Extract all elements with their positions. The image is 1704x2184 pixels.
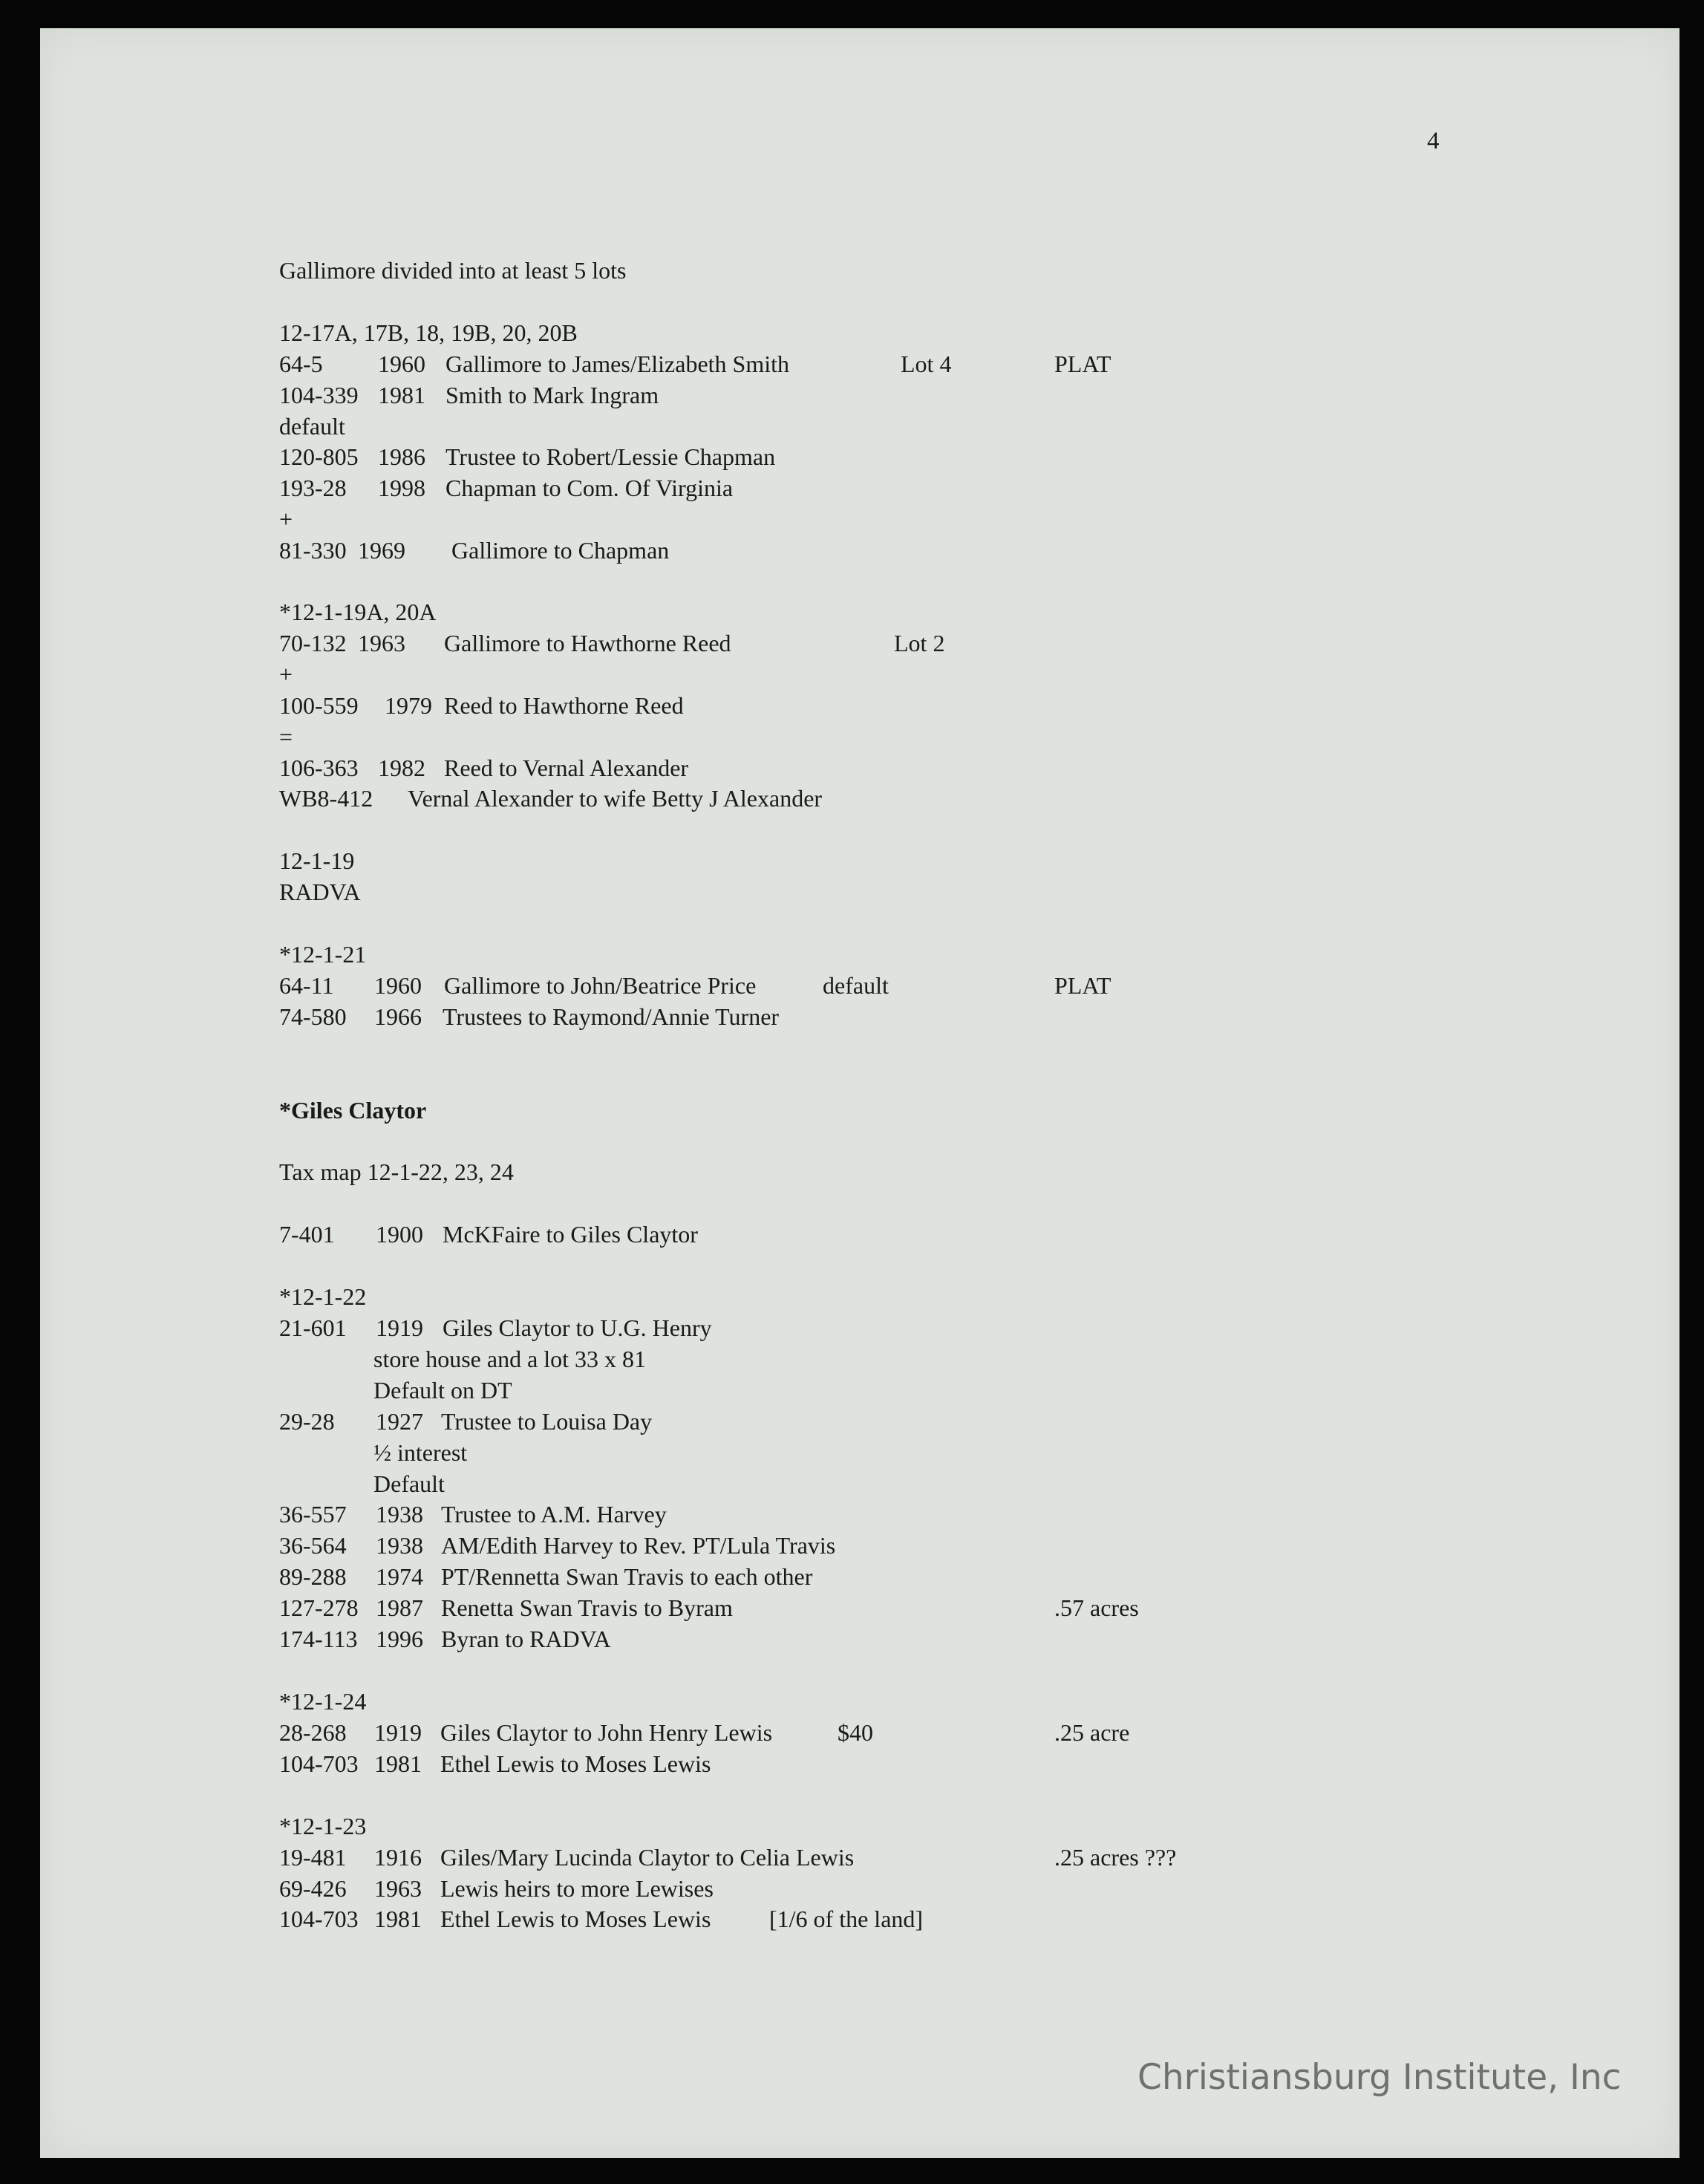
deed-desc: Giles/Mary Lucinda Claytor to Celia Lewis: [440, 1844, 855, 1871]
deed-ref: 81-330: [279, 537, 347, 564]
deed-desc: Gallimore to John/Beatrice Price: [444, 972, 757, 999]
deed-desc: Gallimore to Chapman: [451, 537, 670, 564]
deed-year: 1919: [376, 1314, 423, 1341]
deed-year: 1979: [385, 692, 432, 719]
default-note: default: [279, 413, 345, 440]
plat-note: PLAT: [1054, 351, 1111, 377]
section-heading: *Giles Claytor: [279, 1097, 427, 1124]
deed-ref: 106-363: [279, 754, 359, 781]
deed-desc: Trustee to Louisa Day: [441, 1408, 653, 1435]
deed-desc: Gallimore to James/Elizabeth Smith: [445, 351, 790, 377]
deed-desc: Trustee to Robert/Lessie Chapman: [445, 443, 776, 470]
deed-year: 1916: [374, 1844, 422, 1871]
deed-ref: 36-557: [279, 1501, 347, 1528]
plus-symbol: +: [279, 506, 293, 532]
deed-year: 1960: [378, 351, 425, 377]
deed-ref: 89-288: [279, 1563, 347, 1590]
group2-header: *12-1-19A, 20A: [279, 599, 437, 625]
deed-year: 1998: [378, 475, 425, 501]
deed-ref: 29-28: [279, 1408, 335, 1435]
deed-ref: 69-426: [279, 1875, 347, 1902]
deed-ref: 28-268: [279, 1719, 347, 1746]
intro-line: Gallimore divided into at least 5 lots: [279, 257, 627, 284]
deed-ref: 70-132: [279, 630, 347, 656]
deed-desc: Gallimore to Hawthorne Reed: [444, 630, 731, 656]
deed-ref: 127-278: [279, 1594, 359, 1621]
plat-note: PLAT: [1054, 972, 1111, 999]
deed-ref: 64-11: [279, 972, 334, 999]
default-note: default: [823, 972, 889, 999]
deed-desc: Lewis heirs to more Lewises: [440, 1875, 714, 1902]
acreage-note: .57 acres: [1054, 1594, 1139, 1621]
group4-header: *12-1-21: [279, 941, 367, 968]
deed-year: 1963: [374, 1875, 422, 1902]
deed-year: 1963: [358, 630, 405, 656]
deed-desc: Vernal Alexander to wife Betty J Alexander: [408, 785, 823, 812]
tax-map-line: Tax map 12-1-22, 23, 24: [279, 1158, 514, 1185]
fraction-note: [1/6 of the land]: [769, 1906, 924, 1932]
deed-year: 1960: [374, 972, 422, 999]
deed-desc: AM/Edith Harvey to Rev. PT/Lula Travis: [441, 1532, 836, 1559]
watermark: Christiansburg Institute, Inc: [1137, 2057, 1622, 2098]
deed-desc: Reed to Vernal Alexander: [444, 754, 689, 781]
deed-ref: 193-28: [279, 475, 347, 501]
deed-year: 1938: [376, 1501, 423, 1528]
note-text: ½ interest: [373, 1439, 468, 1466]
group7-header: *12-1-23: [279, 1813, 367, 1839]
deed-ref: WB8-412: [279, 785, 373, 812]
deed-desc: Renetta Swan Travis to Byram: [441, 1594, 733, 1621]
deed-desc: Giles Claytor to John Henry Lewis: [440, 1719, 773, 1746]
deed-year: 1981: [374, 1906, 422, 1932]
deed-ref: 74-580: [279, 1003, 347, 1030]
deed-desc: Giles Claytor to U.G. Henry: [443, 1314, 712, 1341]
group3-header: 12-1-19: [279, 847, 355, 874]
deed-ref: 174-113: [279, 1626, 358, 1652]
deed-desc: PT/Rennetta Swan Travis to each other: [441, 1563, 813, 1590]
deed-year: 1974: [376, 1563, 423, 1590]
deed-ref: 120-805: [279, 443, 359, 470]
deed-year: 1987: [376, 1594, 423, 1621]
deed-ref: 36-564: [279, 1532, 347, 1559]
deed-year: 1982: [378, 754, 425, 781]
note-text: store house and a lot 33 x 81: [373, 1346, 647, 1372]
deed-desc: Trustees to Raymond/Annie Turner: [443, 1003, 780, 1030]
deed-ref: 104-339: [279, 382, 359, 408]
deed-year: 1981: [378, 382, 425, 408]
deed-year: 1927: [376, 1408, 423, 1435]
amount: $40: [838, 1719, 873, 1746]
group5-header: *12-1-22: [279, 1283, 367, 1310]
page-number: 4: [1427, 128, 1440, 154]
note-text: Default on DT: [373, 1377, 512, 1404]
deed-year: 1969: [358, 537, 405, 564]
deed-year: 1986: [378, 443, 425, 470]
deed-year: 1938: [376, 1532, 423, 1559]
deed-desc: Byran to RADVA: [441, 1626, 611, 1652]
plus-symbol: +: [279, 661, 293, 688]
deed-ref: 19-481: [279, 1844, 347, 1871]
deed-ref: 7-401: [279, 1221, 335, 1248]
note-text: Default: [373, 1470, 445, 1497]
equals-symbol: =: [279, 723, 293, 750]
group6-header: *12-1-24: [279, 1688, 367, 1715]
deed-year: 1919: [374, 1719, 422, 1746]
deed-ref: 104-703: [279, 1750, 359, 1777]
deed-ref: 104-703: [279, 1906, 359, 1932]
acreage-note: .25 acres ???: [1054, 1844, 1177, 1871]
deed-year: 1900: [376, 1221, 423, 1248]
radva-line: RADVA: [279, 879, 361, 905]
deed-year: 1981: [374, 1750, 422, 1777]
deed-ref: 21-601: [279, 1314, 347, 1341]
lot-label: Lot 4: [901, 351, 952, 377]
deed-desc: McKFaire to Giles Claytor: [443, 1221, 698, 1248]
deed-desc: Smith to Mark Ingram: [445, 382, 659, 408]
deed-desc: Trustee to A.M. Harvey: [441, 1501, 667, 1528]
deed-desc: Ethel Lewis to Moses Lewis: [440, 1906, 711, 1932]
deed-desc: Chapman to Com. Of Virginia: [445, 475, 734, 501]
deed-ref: 100-559: [279, 692, 359, 719]
lot-label: Lot 2: [894, 630, 945, 656]
acreage-note: .25 acre: [1054, 1719, 1130, 1746]
deed-desc: Reed to Hawthorne Reed: [444, 692, 684, 719]
deed-ref: 64-5: [279, 351, 323, 377]
deed-year: 1966: [374, 1003, 422, 1030]
deed-year: 1996: [376, 1626, 423, 1652]
deed-desc: Ethel Lewis to Moses Lewis: [440, 1750, 711, 1777]
group1-header: 12-17A, 17B, 18, 19B, 20, 20B: [279, 319, 578, 346]
